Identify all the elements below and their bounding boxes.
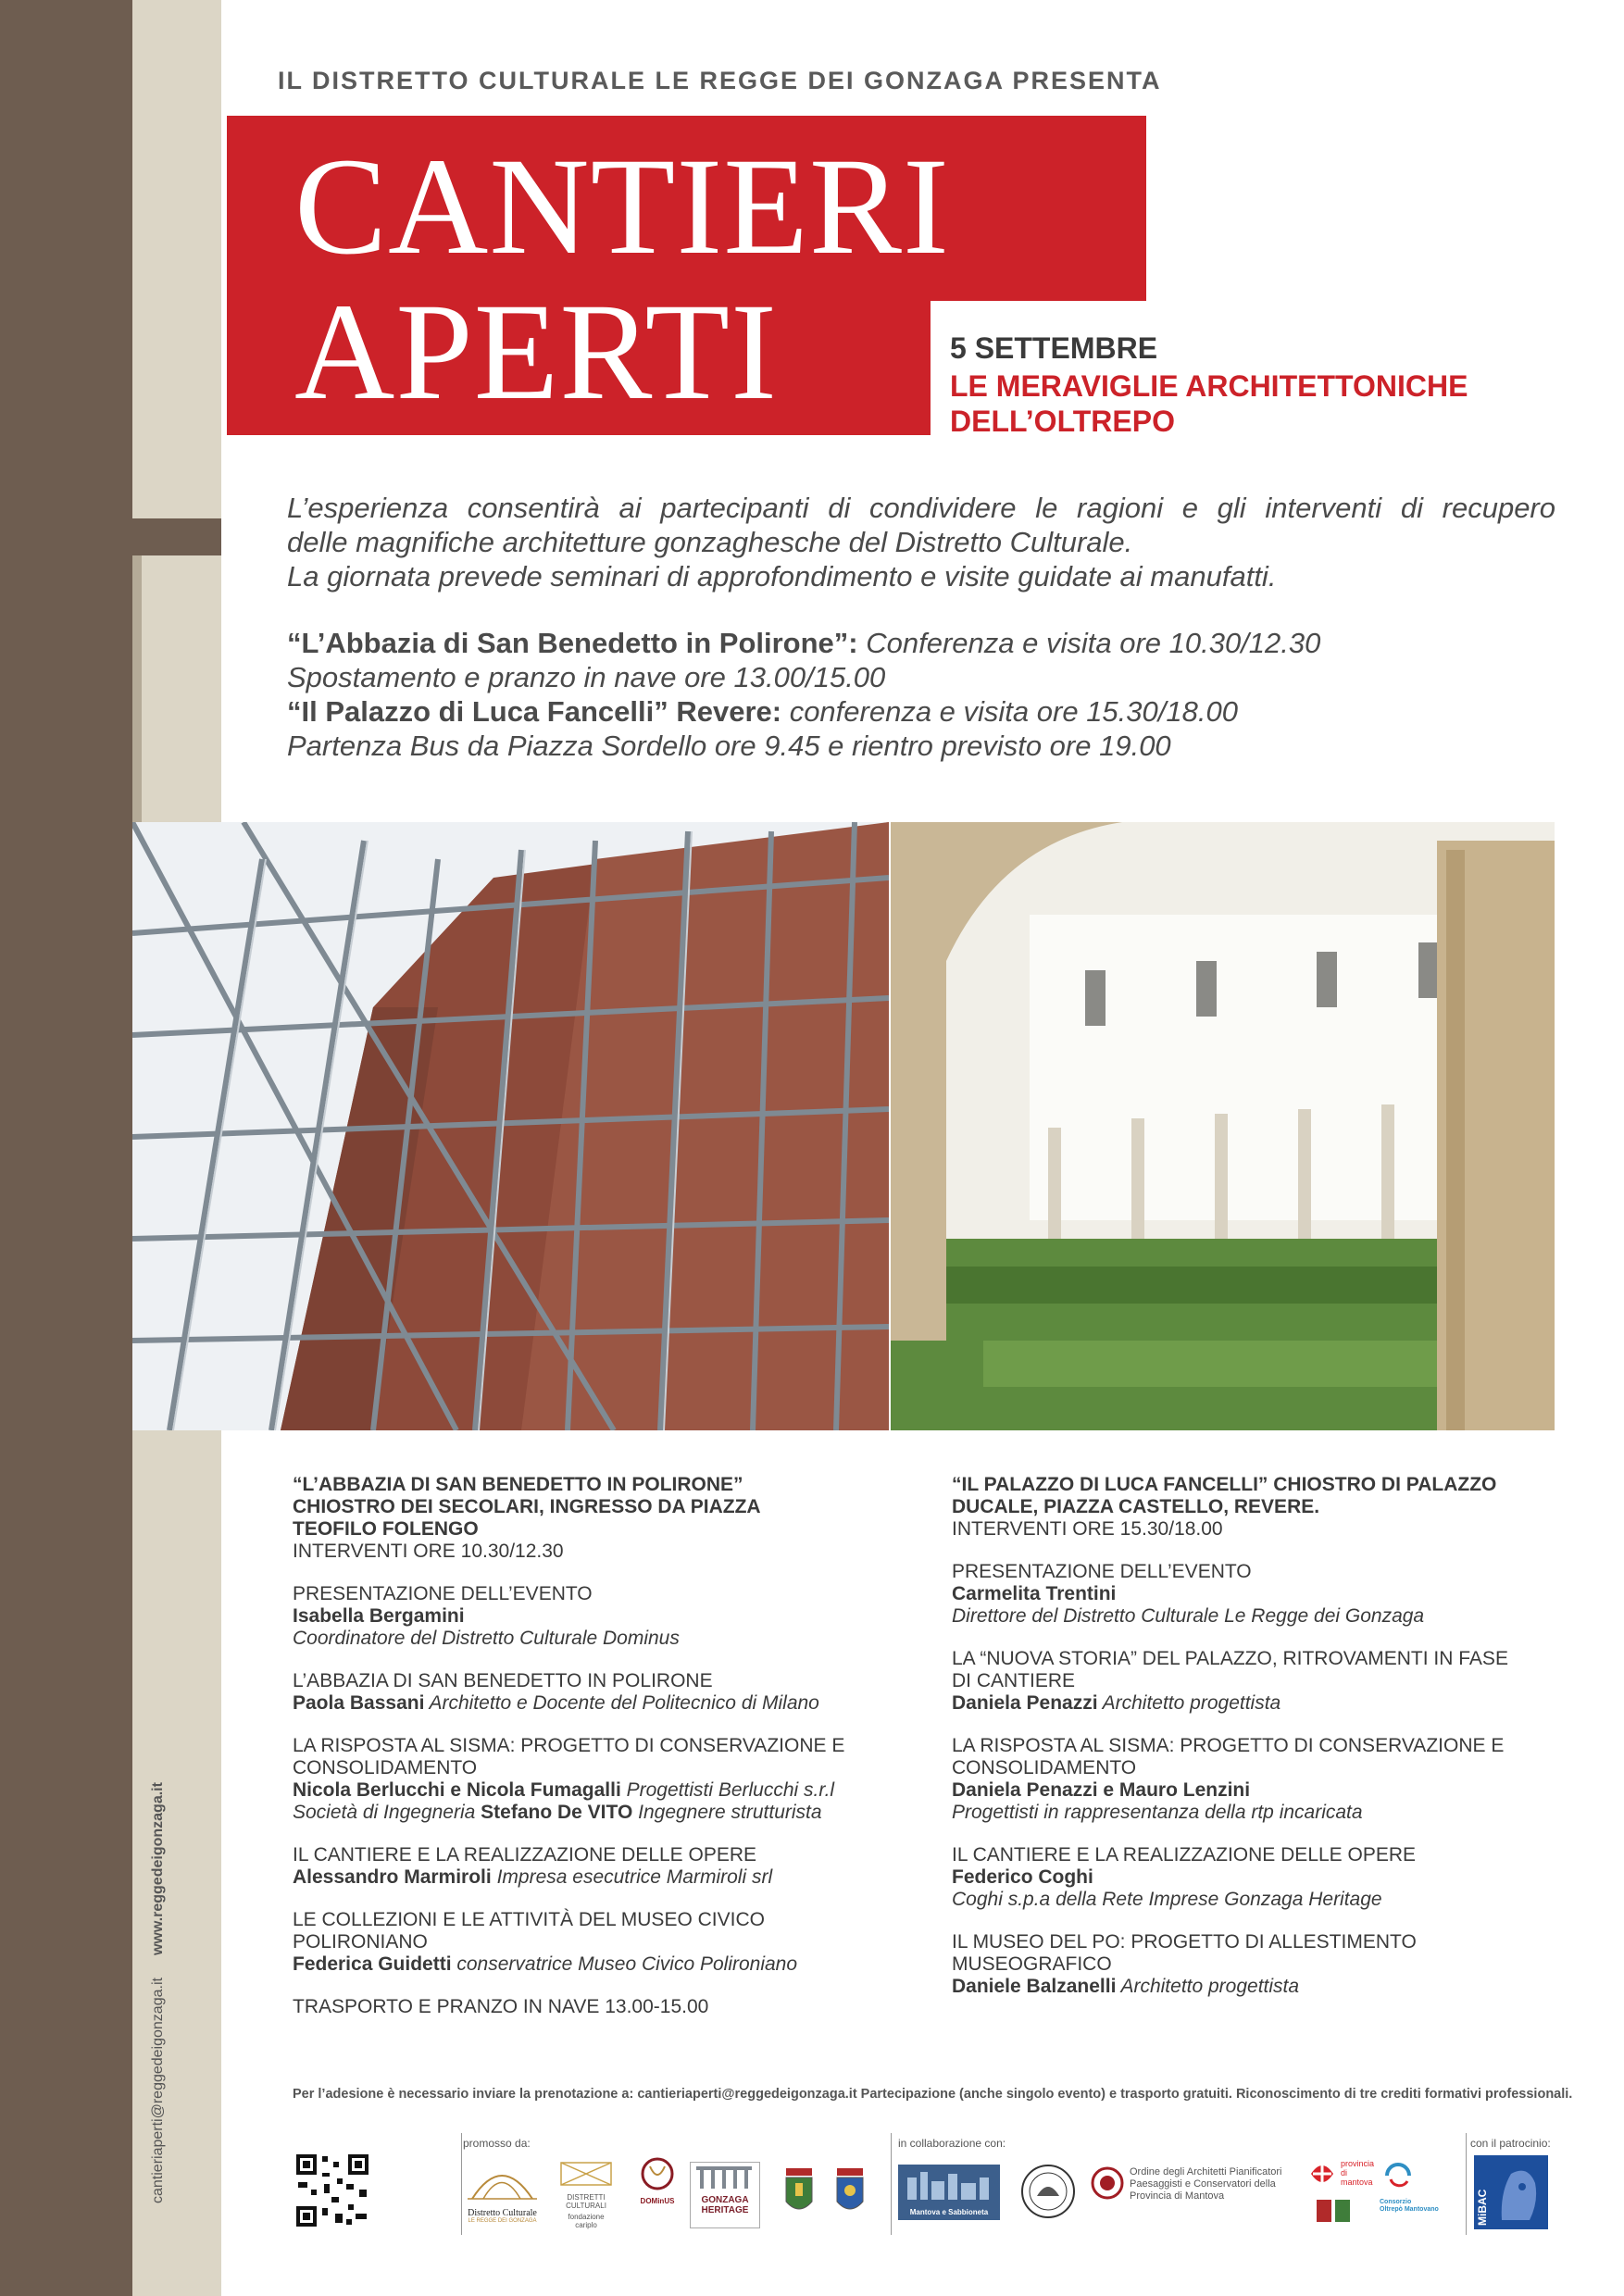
provincia-mantova-logo [1305,2157,1375,2231]
scaffolding-photo [132,822,889,1430]
session-title-cont: POLIRONIANO [293,1931,428,1953]
abbazia-head-2: CHIOSTRO DEI SECOLARI, INGRESSO DA PIAZZA [293,1496,761,1517]
intro-line-3: La giornata prevede seminari di approfondimento e visite guidate ai manufatti. [287,560,1277,593]
speaker-name: Federica Guidetti [293,1953,452,1975]
palazzo-session-1 [952,1561,1554,1628]
logo-text: Consorzio [1380,2199,1412,2205]
abbazia-session-3 [293,1735,885,1824]
title-line-1: CANTIERI [294,130,950,283]
distretto-culturale-logo [463,2157,542,2231]
speaker-name: Stefano De VITO [481,1802,633,1823]
mibac-logo [1474,2155,1548,2229]
distretti-culturali-cariplo-logo [554,2157,618,2231]
cloister-photo [891,822,1555,1430]
intro-line-1: L’esperienza consentirà ai partecipanti di condividere le ragioni e gli interventi di recupero [287,492,1555,524]
seal-logo [1018,2159,1078,2224]
abbazia-head-4: INTERVENTI ORE 10.30/12.30 [293,1541,564,1562]
town-crest-icon [833,2165,867,2220]
session-title: L’ABBAZIA DI SAN BENEDETTO IN POLIRONE [293,1670,713,1691]
speaker-role: Architetto progettista [1116,1976,1300,1997]
speaker-role: Ingegnere strutturista [632,1802,822,1823]
program-line-4: Partenza Bus da Piazza Sordello ore 9.45 e rientro previsto ore 19.00 [287,730,1171,762]
program-palazzo-title: “Il Palazzo di Luca Fancelli” Revere: [287,695,782,728]
palazzo-head-3: INTERVENTI ORE 15.30/18.00 [952,1518,1223,1540]
speaker-role: Architetto e Docente del Politecnico di Milano [424,1692,819,1714]
program-summary [287,626,1555,763]
palazzo-session-2 [952,1648,1554,1715]
separator [891,2133,892,2235]
presenta-line: IL DISTRETTO CULTURALE LE REGGE DEI GONZAGA PRESENTA [278,67,1162,94]
session-title: LA RISPOSTA AL SISMA: PROGETTO DI CONSERVAZIONE E [952,1735,1505,1756]
session-title: TRASPORTO E PRANZO IN NAVE 13.00-15.00 [293,1996,709,2017]
left-brown-band [0,0,132,2296]
logo-text: DOMinUS [640,2197,675,2205]
scaffolding-illustration [132,822,889,1430]
session-title: PRESENTAZIONE DELL’EVENTO [952,1561,1252,1582]
logo-text: LE REGGE DEI GONZAGA [468,2218,537,2224]
intro-line-2: delle magnifiche architetture gonzaghesche del Distretto Culturale. [287,526,1133,558]
program-abbazia-time: Conferenza e visita ore 10.30/12.30 [857,627,1321,659]
brown-step [132,518,221,555]
logo-text: Paesaggisti e Conservatori della [1130,2178,1276,2190]
separator [461,2133,462,2235]
logo-text: CULTURALI [566,2202,606,2210]
logo-text: Provincia di Mantova [1130,2190,1225,2202]
consorzio-oltrepo-logo [1380,2157,1454,2231]
session-title-cont: CONSOLIDAMENTO [952,1757,1137,1778]
palazzo-header-block [952,1474,1554,1541]
abbazia-session-5 [293,1909,885,1976]
session-title: IL CANTIERE E LA REALIZZAZIONE DELLE OPERE [952,1844,1417,1866]
logo-text: DISTRETTI [567,2193,606,2202]
session-title-cont: MUSEOGRAFICO [952,1953,1112,1975]
qr-code-icon[interactable] [294,2152,370,2228]
patrocinio-label: con il patrocinio: [1470,2137,1551,2150]
cloister-illustration [891,822,1555,1430]
palazzo-program-column [952,1474,1554,2018]
dominus-logo [630,2155,685,2231]
logo-text: GONZAGA [701,2195,749,2205]
program-line-2: Spostamento e pranzo in nave ore 13.00/15.00 [287,661,886,693]
beige-band-bottom [132,1458,221,2296]
logo-text: Distretto Culturale [468,2208,537,2218]
logo-text: HERITAGE [701,2205,749,2215]
palazzo-session-5 [952,1931,1554,1998]
session-title-cont: CONSOLIDAMENTO [293,1757,478,1778]
beige-band-top [132,0,221,518]
collaborazione-label: in collaborazione con: [898,2137,1006,2150]
session-title: IL MUSEO DEL PO: PROGETTO DI ALLESTIMENTO [952,1931,1417,1953]
logo-text: Oltrepò Mantovano [1380,2206,1439,2213]
logo-text: MiBAC [1476,2189,1489,2226]
speaker-role: Coghi s.p.a della Rete Imprese Gonzaga Heritage [952,1889,1382,1910]
speaker-name: Federico Coghi [952,1866,1093,1888]
abbazia-session-6 [293,1996,885,2018]
speaker-role: conservatrice Museo Civico Polironiano [451,1953,798,1975]
abbazia-session-4 [293,1844,885,1889]
palazzo-head-2: DUCALE, PIAZZA CASTELLO, REVERE. [952,1496,1320,1517]
palazzo-session-4 [952,1844,1554,1911]
speaker-role: Progettisti in rappresentanza della rtp incaricata [952,1802,1363,1823]
speaker-role: Impresa esecutrice Marmiroli srl [491,1866,773,1888]
program-line-3 [287,694,1555,729]
ordine-architetti-text [1130,2166,1324,2202]
abbazia-program-column [293,1474,885,2039]
session-title: LE COLLEZIONI E LE ATTIVITÀ DEL MUSEO CIVICO [293,1909,765,1930]
speaker-name: Isabella Bergamini [293,1605,465,1627]
abbazia-session-1 [293,1583,885,1650]
subtitle-line-1: LE MERAVIGLIE ARCHITETTONICHE [950,369,1468,403]
title-line-2: APERTI [294,275,778,429]
beige-band-joint [132,1430,221,1458]
abbazia-session-2 [293,1670,885,1715]
event-subtitle [950,368,1543,439]
speaker-role: Società di Ingegneria [293,1802,481,1823]
contact-email[interactable]: cantieriaperti@reggedeigonzaga.it [150,1978,166,2203]
beige-band-mid [142,555,221,822]
vertical-contact [150,1782,167,2203]
program-palazzo-time: conferenza e visita ore 15.30/18.00 [781,695,1238,728]
logo-text: Ordine degli Architetti Pianificatori [1130,2166,1282,2177]
program-line-1 [287,626,1555,660]
logo-text: Mantova e Sabbioneta [909,2208,989,2216]
website-link[interactable]: www.reggedeigonzaga.it [150,1782,166,1956]
logo-text: provincia [1341,2159,1375,2168]
speaker-role: Progettisti Berlucchi s.r.l [620,1779,835,1801]
session-title: LA “NUOVA STORIA” DEL PALAZZO, RITROVAMENTI IN FASE [952,1648,1508,1669]
speaker-role: Coordinatore del Distretto Culturale Dominus [293,1628,680,1649]
abbazia-header-block [293,1474,885,1563]
booking-note: Per l’adesione è necessario inviare la prenotazione a: cantieriaperti@reggedeigonzaga.it Partecipazione (anche singolo evento) e trasporto gratuiti. Riconoscimento di tre crediti formativi professionali. [293,2087,1573,2102]
ordine-architetti-logo-icon [1091,2166,1124,2200]
speaker-name: Nicola Berlucchi e Nicola Fumagalli [293,1779,621,1801]
abbazia-head-1: “L’ABBAZIA DI SAN BENEDETTO IN POLIRONE” [293,1474,743,1495]
mantova-sabbioneta-logo [898,2165,1000,2220]
speaker-name: Paola Bassani [293,1692,425,1714]
logo-text: di mantova [1341,2168,1373,2187]
speaker-role: Architetto progettista [1097,1692,1281,1714]
palazzo-session-3 [952,1735,1554,1824]
abbazia-head-3: TEOFILO FOLENGO [293,1518,479,1540]
speaker-name: Carmelita Trentini [952,1583,1117,1604]
speaker-name: Daniele Balzanelli [952,1976,1117,1997]
session-title: PRESENTAZIONE DELL’EVENTO [293,1583,593,1604]
intro-text [287,491,1555,593]
session-title: LA RISPOSTA AL SISMA: PROGETTO DI CONSERVAZIONE E [293,1735,845,1756]
speaker-name: Daniela Penazzi [952,1692,1098,1714]
palazzo-head-1: “IL PALAZZO DI LUCA FANCELLI” CHIOSTRO DI PALAZZO [952,1474,1497,1495]
town-crest-icon [782,2165,816,2220]
speaker-name: Daniela Penazzi e Mauro Lenzini [952,1779,1251,1801]
logo-text: cariplo [575,2221,597,2229]
subtitle-line-2: DELL’OLTREPO [950,405,1175,438]
promosso-label: promosso da: [463,2137,531,2150]
program-abbazia-title: “L’Abbazia di San Benedetto in Polirone”: [287,627,858,659]
session-title-cont: DI CANTIERE [952,1670,1076,1691]
event-date: 5 SETTEMBRE [950,331,1158,365]
speaker-name: Alessandro Marmiroli [293,1866,492,1888]
gonzaga-heritage-logo [690,2162,760,2228]
speaker-role: Direttore del Distretto Culturale Le Regge dei Gonzaga [952,1605,1425,1627]
separator [1466,2133,1467,2235]
session-title: IL CANTIERE E LA REALIZZAZIONE DELLE OPERE [293,1844,757,1866]
logo-text: fondazione [568,2213,605,2221]
